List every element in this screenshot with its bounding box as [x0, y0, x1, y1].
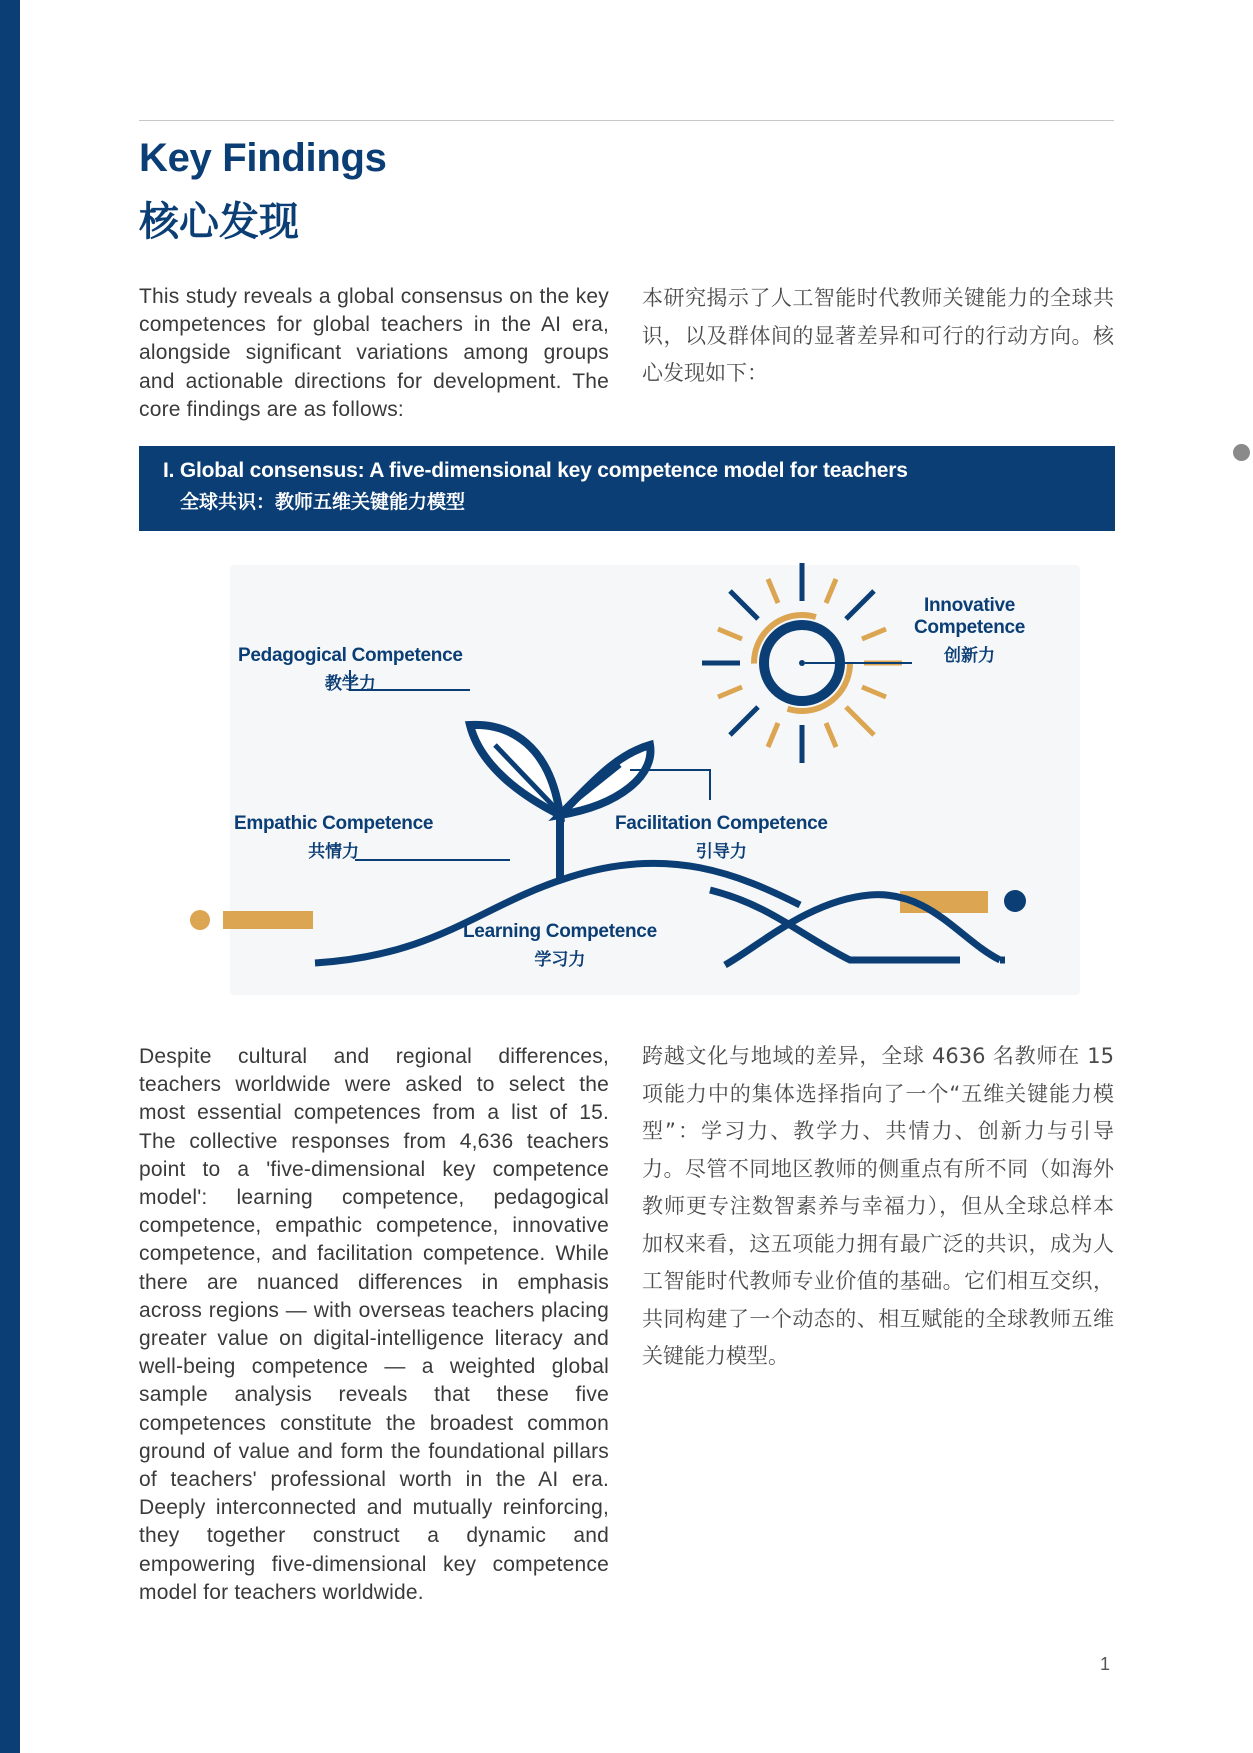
page-title-chinese: 核心发现	[139, 199, 299, 245]
label-facilitation: Facilitation Competence 引导力	[615, 813, 828, 862]
body-paragraph-chinese: 跨越文化与地域的差异，全球 4636 名教师在 15 项能力中的集体选择指向了一个“五维关键能力模型”：学习力、教学力、共情力、创新力与引导力。尽管不同地区教师的侧重点有所不同（如海外教师更专注数智素养与幸福力），但从全球总样本加权来看，这五项能力拥有最广泛的共识，成为人工智能时代教师专业价值的基础。它们相互交织，共同构建了一个动态的、相互赋能的全球教师五维关键能力模型。	[642, 1044, 1114, 1368]
top-divider	[139, 120, 1114, 121]
competence-model-diagram	[150, 545, 1100, 1015]
page-number: 1	[1100, 1654, 1111, 1674]
section-title-chinese: 全球共识：教师五维关键能力模型	[180, 491, 466, 513]
section-title: I. Global consensus: A five-dimensional key competence model for teachers	[163, 459, 908, 482]
decor-dot-left	[190, 910, 210, 930]
page-title: Key Findings	[139, 136, 387, 180]
decor-dash-left	[223, 911, 313, 929]
body-paragraph-english: Despite cultural and regional differences, teachers worldwide were asked to select the most essential competences from a list of 15. The collective responses from 4,636 teachers point to a 'five-dimensional key competence model': learning competence, pedagogical competence, empathic competence, innovative competence, and facilitation competence. While there are nuanced differences in emphasis across regions — with overseas teachers placing greater value on digital-intelligence literacy and well-being competence — a weighted global sample analysis reveals that these five competences constitute the broadest common ground of value and form the foundational pillars of teachers' professional worth in the AI era. Deeply interconnected and mutually reinforcing, they together construct a dynamic and empowering five-dimensional key competence model for teachers worldwide.	[139, 1045, 609, 1604]
decor-dot-right	[1004, 890, 1026, 912]
label-empathic: Empathic Competence 共情力	[234, 813, 434, 862]
label-pedagogical: Pedagogical Competence 教学力	[238, 645, 463, 694]
intro-paragraph-english: This study reveals a global consensus on the key competences for global teachers in the AI era, alongside significant variations among groups and actionable directions for development. The core findings are as follows:	[139, 285, 609, 421]
side-accent-bar	[0, 0, 20, 1753]
margin-dot	[1233, 444, 1250, 461]
label-learning: Learning Competence 学习力	[463, 921, 657, 970]
section-banner	[139, 446, 1115, 531]
intro-paragraph-chinese: 本研究揭示了人工智能时代教师关键能力的全球共识，以及群体间的显著差异和可行的行动方向。核心发现如下：	[642, 286, 1114, 385]
label-innovative: Innovative Competence 创新力	[914, 595, 1026, 666]
